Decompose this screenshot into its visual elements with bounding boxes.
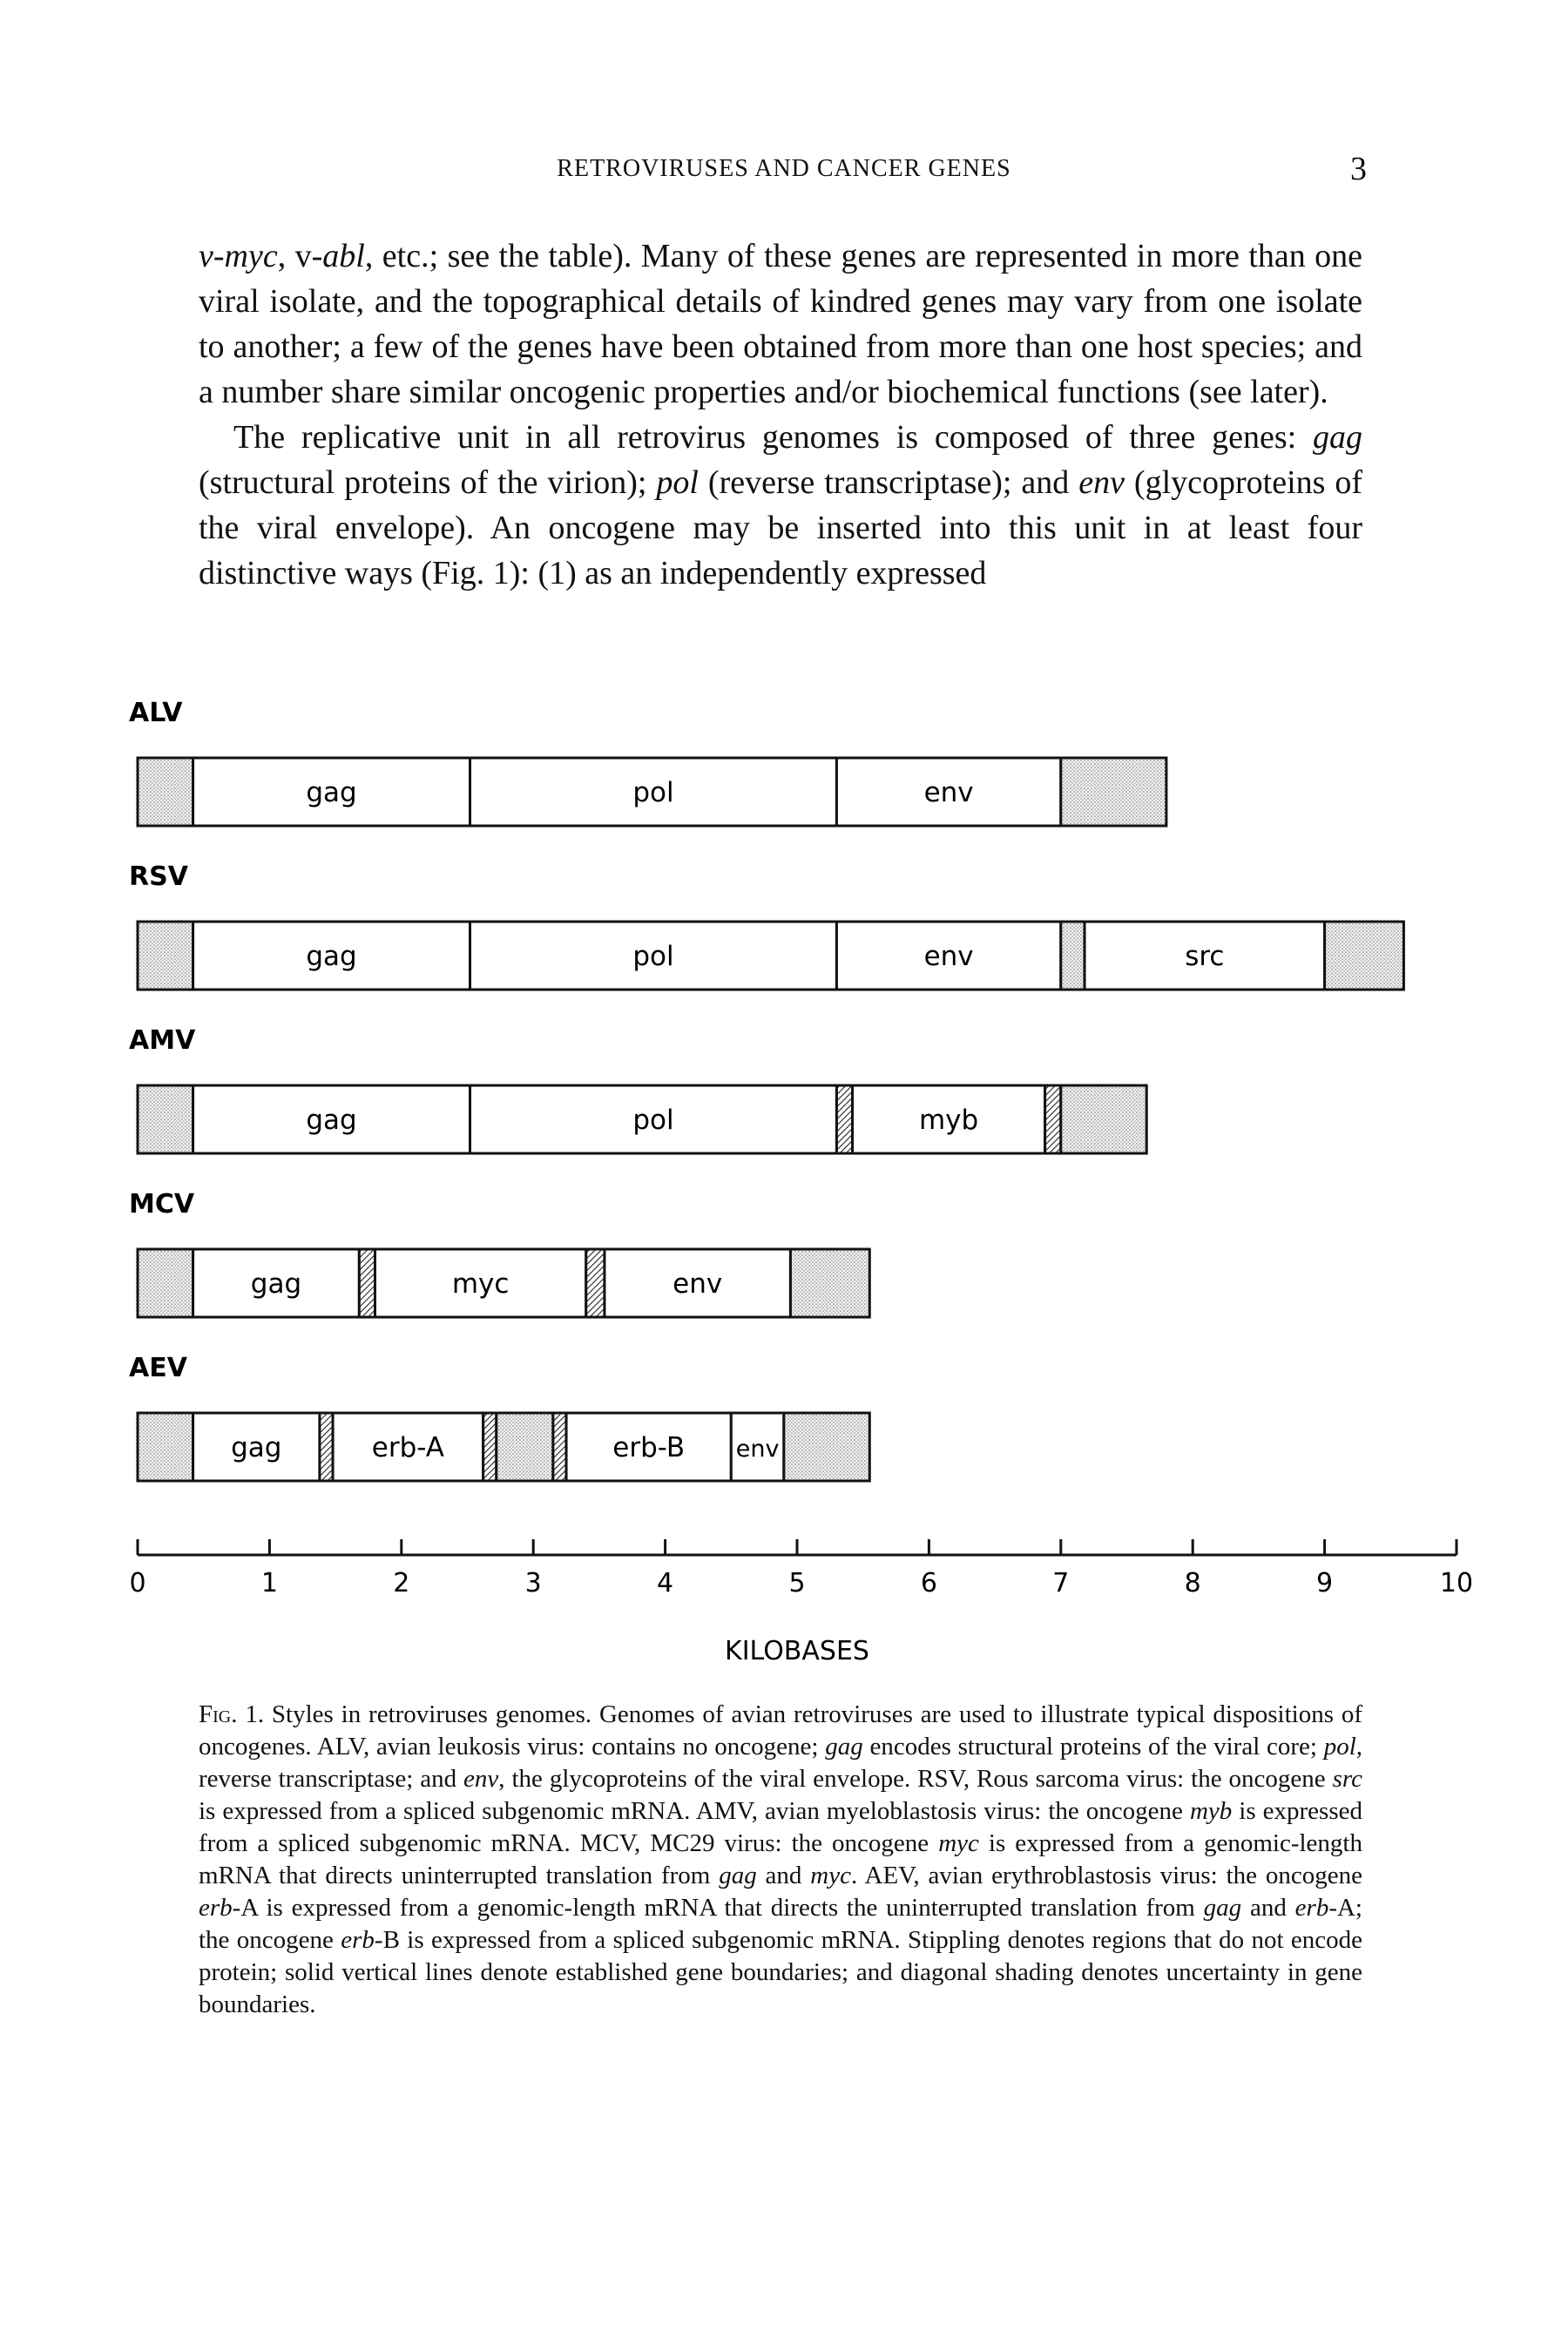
stipple-segment — [138, 758, 193, 826]
axis-tick-label: 0 — [129, 1568, 146, 1598]
paragraph-2-run-1: gag — [1313, 419, 1362, 456]
paragraph-2-run-3: pol — [656, 464, 699, 501]
caption-run-25: -B is expressed from a spliced subgenomic mRNA. Stippling denotes regions that do not encode protein; solid vertical lines denote established gene boundaries; and diagonal shading denotes uncertainty in gene boundaries. — [199, 1926, 1362, 2018]
caption-run-10: myb — [1189, 1797, 1233, 1825]
stipple-segment — [138, 922, 193, 990]
axis-tick-label: 5 — [788, 1568, 806, 1598]
genome-aev — [129, 1353, 869, 1481]
paragraph-1-run-3: , etc.; see the table). Many of these genes are represented in more than one viral isolate, and the topographical details of kindred genes may vary from one isolate to another; a few of the genes have been obtained from more than one host species; and a number share similar oncogenic properties and/or biochemical functions (see later). — [199, 238, 1363, 410]
caption-run-21: and — [1241, 1894, 1295, 1922]
caption-run-5: reverse transcriptase; and — [199, 1765, 464, 1793]
axis-tick-label: 7 — [1052, 1568, 1070, 1598]
gene-label-env: env — [735, 1436, 780, 1463]
caption-run-13: is expressed from a genomic-length mRNA that directs uninterrupted translation from — [199, 1829, 1362, 1889]
hatch-segment — [359, 1249, 375, 1317]
axis-tick-label: 2 — [393, 1568, 410, 1598]
gene-label-env: env — [923, 941, 974, 972]
stipple-segment — [1061, 758, 1166, 826]
stipple-segment — [1325, 922, 1404, 990]
caption-run-22: erb — [1294, 1894, 1329, 1922]
paragraph-2 — [199, 415, 1362, 596]
stipple-segment — [1061, 922, 1085, 990]
stipple-segment — [1061, 1085, 1146, 1153]
paragraph-1-run-2: abl — [322, 238, 365, 274]
stipple-segment — [784, 1413, 869, 1481]
gene-label-pol: pol — [632, 777, 674, 808]
stipple-segment — [138, 1249, 193, 1317]
gene-label-gag: gag — [250, 1268, 302, 1300]
paragraph-2-run-5: env — [1078, 464, 1125, 501]
gene-label-gag: gag — [306, 1105, 357, 1136]
hatch-segment — [586, 1249, 605, 1317]
caption-run-12: myc — [938, 1829, 979, 1857]
axis-tick-label: 8 — [1184, 1568, 1201, 1598]
caption-run-17: . AEV, avian erythroblastosis virus: the oncogene — [850, 1862, 1362, 1889]
genome-label: RSV — [129, 862, 188, 892]
gene-label-pol: pol — [632, 941, 674, 972]
genome-label: AEV — [129, 1353, 187, 1383]
gene-label-myb: myb — [918, 1105, 979, 1136]
axis-tick-label: 10 — [1439, 1568, 1474, 1598]
hatch-segment — [483, 1413, 497, 1481]
gene-label-myc: myc — [451, 1268, 510, 1300]
caption-run-11: is expressed from a spliced subgenomic mRNA. MCV, MC29 virus: the oncogene — [199, 1797, 1362, 1857]
paragraph-2-run-6: (glycoproteins of the viral envelope). An oncogene may be inserted into this unit in at least four distinctive ways (Fig. 1): (1) as an independently expressed — [199, 464, 1363, 591]
caption-run-0: Fig. 1. — [199, 1700, 265, 1728]
genome-amv — [129, 1025, 1146, 1153]
stipple-segment — [138, 1085, 193, 1153]
axis-tick-label: 3 — [524, 1568, 542, 1598]
caption-run-2: gag — [825, 1733, 863, 1761]
body-text — [199, 233, 1362, 596]
caption-run-18: erb — [199, 1894, 233, 1922]
caption-run-24: erb — [341, 1926, 375, 1954]
gene-label-src: src — [1185, 941, 1225, 972]
genome-mcv — [129, 1189, 869, 1317]
axis-tick-label: 9 — [1316, 1568, 1334, 1598]
paragraph-2-run-4: (reverse transcriptase); and — [698, 464, 1079, 501]
running-head-title: RETROVIRUSES AND CANCER GENES — [557, 155, 1011, 182]
caption-run-14: gag — [719, 1862, 757, 1889]
caption-run-20: gag — [1203, 1894, 1242, 1922]
caption-run-1: Styles in retroviruses genomes. Genomes of avian retroviruses are used to illustrate typical dispositions of oncogenes. ALV, avian leukosis virus: contains no oncogene; — [199, 1700, 1362, 1761]
axis-tick-label: 1 — [260, 1568, 278, 1598]
axis-title: KILOBASES — [725, 1636, 869, 1666]
stipple-segment — [138, 1413, 193, 1481]
paragraph-1-run-0: v-myc — [199, 238, 278, 274]
caption-run-15: and — [756, 1862, 811, 1889]
genome-diagram — [87, 679, 1481, 1666]
genome-alv — [129, 698, 1166, 826]
hatch-segment — [836, 1085, 852, 1153]
gene-label-env: env — [923, 777, 974, 808]
paragraph-2-run-0: The replicative unit in all retrovirus genomes is composed of three genes: — [233, 419, 1313, 456]
caption-run-3: encodes structural proteins of the viral core; — [862, 1733, 1324, 1761]
genome-label: ALV — [129, 698, 183, 728]
genome-label: AMV — [129, 1025, 196, 1056]
caption-run-23: -A; the oncogene — [199, 1894, 1362, 1954]
gene-label-gag: gag — [306, 941, 357, 972]
axis-tick-label: 4 — [657, 1568, 674, 1598]
hatch-segment — [1045, 1085, 1061, 1153]
page-number: 3 — [1350, 151, 1368, 187]
caption-run-9: is expressed from a spliced subgenomic mRNA. AMV, avian myeloblastosis virus: the oncogene — [199, 1797, 1190, 1825]
hatch-segment — [320, 1413, 333, 1481]
gene-label-env: env — [672, 1268, 723, 1300]
hatch-segment — [553, 1413, 566, 1481]
caption-run-19: -A is expressed from a genomic-length mRNA that directs the uninterrupted translation from — [232, 1894, 1204, 1922]
genome-label: MCV — [129, 1189, 195, 1220]
paragraph-1 — [199, 233, 1362, 415]
stipple-segment — [497, 1413, 553, 1481]
paragraph-1-run-1: , v- — [277, 238, 323, 274]
gene-label-erb-B: erb-B — [612, 1432, 686, 1463]
genome-rsv — [129, 862, 1403, 990]
caption-run-8: src — [1332, 1765, 1362, 1793]
caption-run-4: pol, — [1323, 1733, 1363, 1761]
axis-tick-label: 6 — [920, 1568, 937, 1598]
figure-caption — [199, 1699, 1362, 2021]
gene-label-gag: gag — [306, 777, 357, 808]
stipple-segment — [790, 1249, 869, 1317]
gene-label-pol: pol — [632, 1105, 674, 1136]
gene-label-erb-A: erb-A — [371, 1432, 444, 1463]
figure-1 — [87, 679, 1481, 1666]
caption-run-6: env — [463, 1765, 499, 1793]
caption-run-16: myc — [810, 1862, 851, 1889]
paragraph-2-run-2: (structural proteins of the virion); — [199, 464, 657, 501]
gene-label-gag: gag — [231, 1432, 282, 1463]
caption-run-7: , the glycoproteins of the viral envelope. RSV, Rous sarcoma virus: the oncogene — [498, 1765, 1333, 1793]
